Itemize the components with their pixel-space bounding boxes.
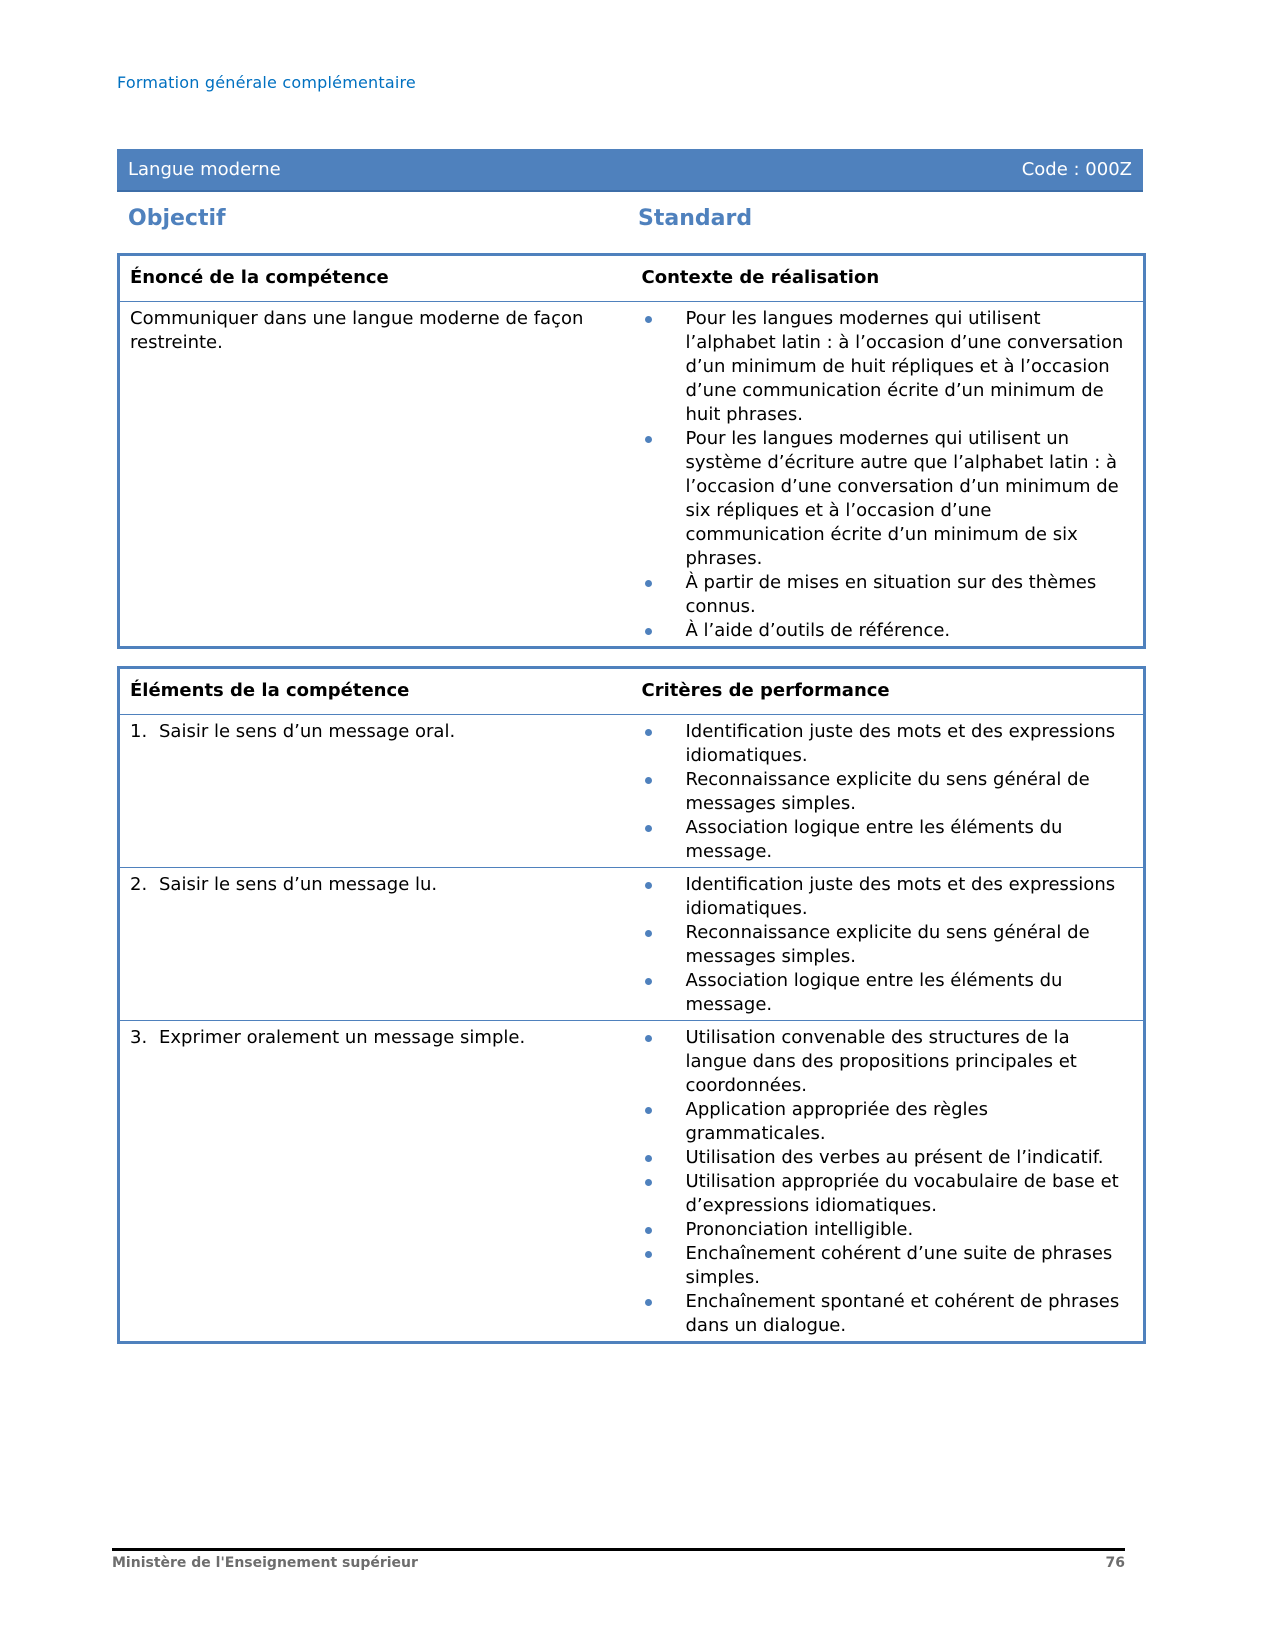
context-item: À l’aide d’outils de référence. <box>642 619 1134 643</box>
element-cell <box>119 1021 632 1343</box>
footer-publisher: Ministère de l'Enseignement supérieur <box>112 1555 418 1571</box>
element-text: Saisir le sens d’un message lu. <box>159 874 438 895</box>
criteria-column-header: Critères de performance <box>632 668 1145 715</box>
criteria-list <box>642 1026 1134 1338</box>
course-name: Langue moderne <box>128 159 281 180</box>
bullet-icon <box>645 316 652 323</box>
criterion-item: Reconnaissance explicite du sens général de messages simples. <box>642 768 1134 816</box>
course-code: Code : 000Z <box>1021 159 1132 180</box>
bullet-icon <box>645 1035 652 1042</box>
criterion-item: Utilisation convenable des structures de la langue dans des propositions principales et coordonnées. <box>642 1026 1134 1098</box>
element-number: 3. <box>130 1027 148 1048</box>
running-header: Formation générale complémentaire <box>117 73 416 92</box>
elements-table <box>117 666 1146 1344</box>
competence-statement: Communiquer dans une langue moderne de façon restreinte. <box>130 308 584 353</box>
criterion-item: Enchaînement spontané et cohérent de phrases dans un dialogue. <box>642 1290 1134 1338</box>
criterion-item: Reconnaissance explicite du sens général de messages simples. <box>642 921 1134 969</box>
elements-table-header <box>119 668 1145 715</box>
element-number: 2. <box>130 874 148 895</box>
criterion-item: Identification juste des mots et des expressions idiomatiques. <box>642 720 1134 768</box>
criteria-cell <box>632 868 1145 1021</box>
bullet-icon <box>645 436 652 443</box>
competence-table-header <box>119 255 1145 302</box>
bullet-icon <box>645 1299 652 1306</box>
criterion-item: Association logique entre les éléments du message. <box>642 816 1134 864</box>
criteria-cell <box>632 715 1145 868</box>
table-row <box>119 1021 1145 1343</box>
context-item: Pour les langues modernes qui utilisent l’alphabet latin : à l’occasion d’une conversation d’un minimum de huit répliques et à l’occasion d’une communication écrite d’un minimum de huit phrases. <box>642 307 1134 427</box>
element-number: 1. <box>130 721 148 742</box>
elements-column-header: Éléments de la compétence <box>119 668 632 715</box>
bullet-icon <box>645 628 652 635</box>
bullet-icon <box>645 1107 652 1114</box>
element-text: Exprimer oralement un message simple. <box>159 1027 526 1048</box>
criterion-item: Prononciation intelligible. <box>642 1218 1134 1242</box>
bullet-icon <box>645 1155 652 1162</box>
bullet-icon <box>645 825 652 832</box>
footer-divider <box>112 1548 1125 1551</box>
context-item: À partir de mises en situation sur des thèmes connus. <box>642 571 1134 619</box>
bullet-icon <box>645 777 652 784</box>
criteria-list <box>642 873 1134 1017</box>
page-number: 76 <box>1105 1555 1125 1571</box>
bullet-icon <box>645 1227 652 1234</box>
element-cell <box>119 868 632 1021</box>
criteria-cell <box>632 1021 1145 1343</box>
criterion-item: Enchaînement cohérent d’une suite de phrases simples. <box>642 1242 1134 1290</box>
element-text: Saisir le sens d’un message oral. <box>159 721 456 742</box>
context-item: Pour les langues modernes qui utilisent un système d’écriture autre que l’alphabet latin : à l’occasion d’une conversation d’un minimum de six répliques et à l’occasion d’une communication écrite d’un minimum de six phrases. <box>642 427 1134 571</box>
context-column-header: Contexte de réalisation <box>632 255 1145 302</box>
objectif-heading: Objectif <box>128 206 226 231</box>
criteria-list <box>642 720 1134 864</box>
standard-heading: Standard <box>638 206 753 231</box>
criterion-item: Utilisation des verbes au présent de l’indicatif. <box>642 1146 1134 1170</box>
course-title-bar <box>117 149 1143 192</box>
criterion-item: Association logique entre les éléments du message. <box>642 969 1134 1017</box>
table-row <box>119 715 1145 868</box>
competence-table <box>117 253 1146 649</box>
competence-table-row <box>119 302 1145 648</box>
bullet-icon <box>645 580 652 587</box>
criterion-item: Identification juste des mots et des expressions idiomatiques. <box>642 873 1134 921</box>
criterion-item: Application appropriée des règles grammaticales. <box>642 1098 1134 1146</box>
bullet-icon <box>645 729 652 736</box>
bullet-icon <box>645 882 652 889</box>
bullet-icon <box>645 1251 652 1258</box>
table-row <box>119 868 1145 1021</box>
element-cell <box>119 715 632 868</box>
bullet-icon <box>645 1179 652 1186</box>
context-cell <box>632 302 1145 648</box>
statement-column-header: Énoncé de la compétence <box>119 255 632 302</box>
criterion-item: Utilisation appropriée du vocabulaire de base et d’expressions idiomatiques. <box>642 1170 1134 1218</box>
bullet-icon <box>645 978 652 985</box>
context-list <box>642 307 1134 643</box>
section-headings <box>117 206 1143 240</box>
bullet-icon <box>645 930 652 937</box>
